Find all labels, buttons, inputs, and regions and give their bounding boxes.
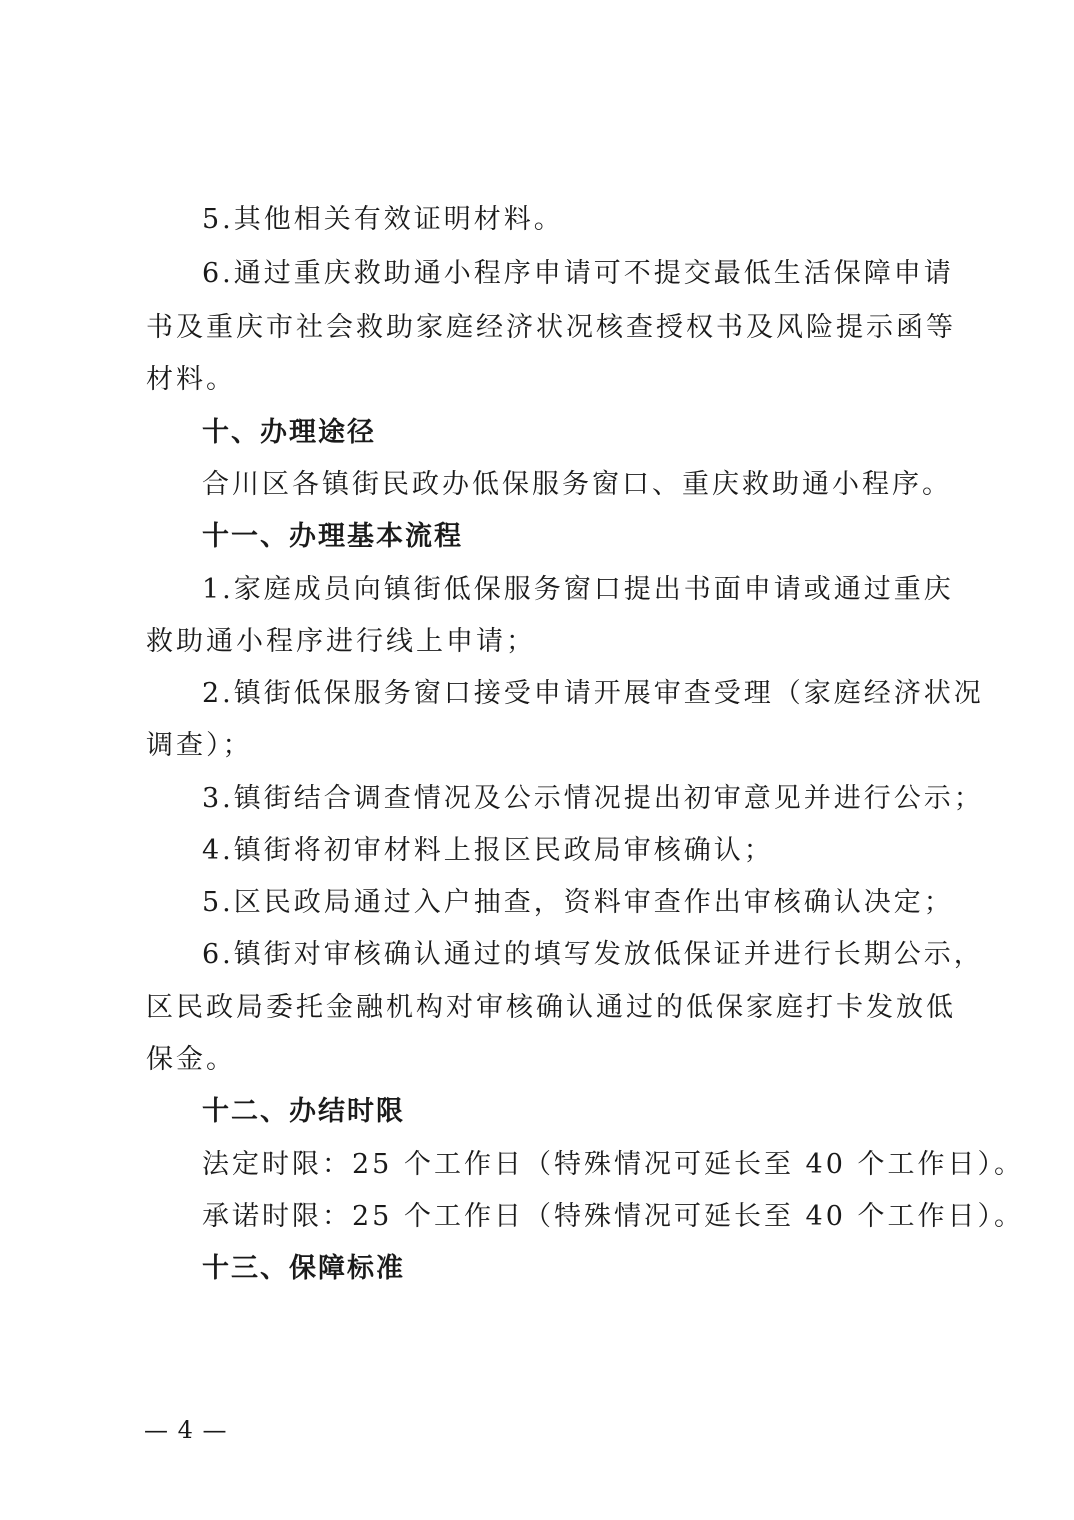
process-step-2-line-1: 2.镇街低保服务窗口接受申请开展审查受理（家庭经济状况 <box>202 678 984 709</box>
section-heading-12: 十二、办结时限 <box>202 1096 405 1127</box>
process-step-1-line-2: 救助通小程序进行线上申请； <box>146 626 536 657</box>
process-step-2-line-2: 调查）； <box>146 730 253 761</box>
process-step-5: 5.区民政局通过入户抽查，资料审查作出审核确认决定； <box>202 887 954 918</box>
process-step-6-line-1: 6.镇街对审核确认通过的填写发放低保证并进行长期公示， <box>202 939 984 970</box>
section-10-body: 合川区各镇街民政办低保服务窗口、重庆救助通小程序。 <box>202 469 952 500</box>
process-step-3: 3.镇街结合调查情况及公示情况提出初审意见并进行公示； <box>202 783 984 814</box>
section-heading-13: 十三、保障标准 <box>202 1253 405 1284</box>
process-step-6-line-3: 保金。 <box>146 1044 236 1075</box>
process-step-4: 4.镇街将初审材料上报区民政局审核确认； <box>202 835 774 866</box>
paragraph-item-6-line-3: 材料。 <box>146 364 236 395</box>
section-heading-11: 十一、办理基本流程 <box>202 521 463 552</box>
promised-time-limit: 承诺时限：25 个工作日（特殊情况可延长至 40 个工作日）。 <box>202 1201 1024 1232</box>
process-step-1-line-1: 1.家庭成员向镇街低保服务窗口提出书面申请或通过重庆 <box>202 574 954 605</box>
legal-time-limit: 法定时限：25 个工作日（特殊情况可延长至 40 个工作日）。 <box>202 1149 1024 1180</box>
process-step-6-line-2: 区民政局委托金融机构对审核确认通过的低保家庭打卡发放低 <box>146 992 956 1023</box>
paragraph-item-5-materials: 5.其他相关有效证明材料。 <box>202 204 564 235</box>
paragraph-item-6-line-2: 书及重庆市社会救助家庭经济状况核查授权书及风险提示函等 <box>146 312 956 343</box>
page-number: — 4 — <box>144 1416 228 1444</box>
section-heading-10: 十、办理途径 <box>202 417 376 448</box>
paragraph-item-6-line-1: 6.通过重庆救助通小程序申请可不提交最低生活保障申请 <box>202 258 954 289</box>
